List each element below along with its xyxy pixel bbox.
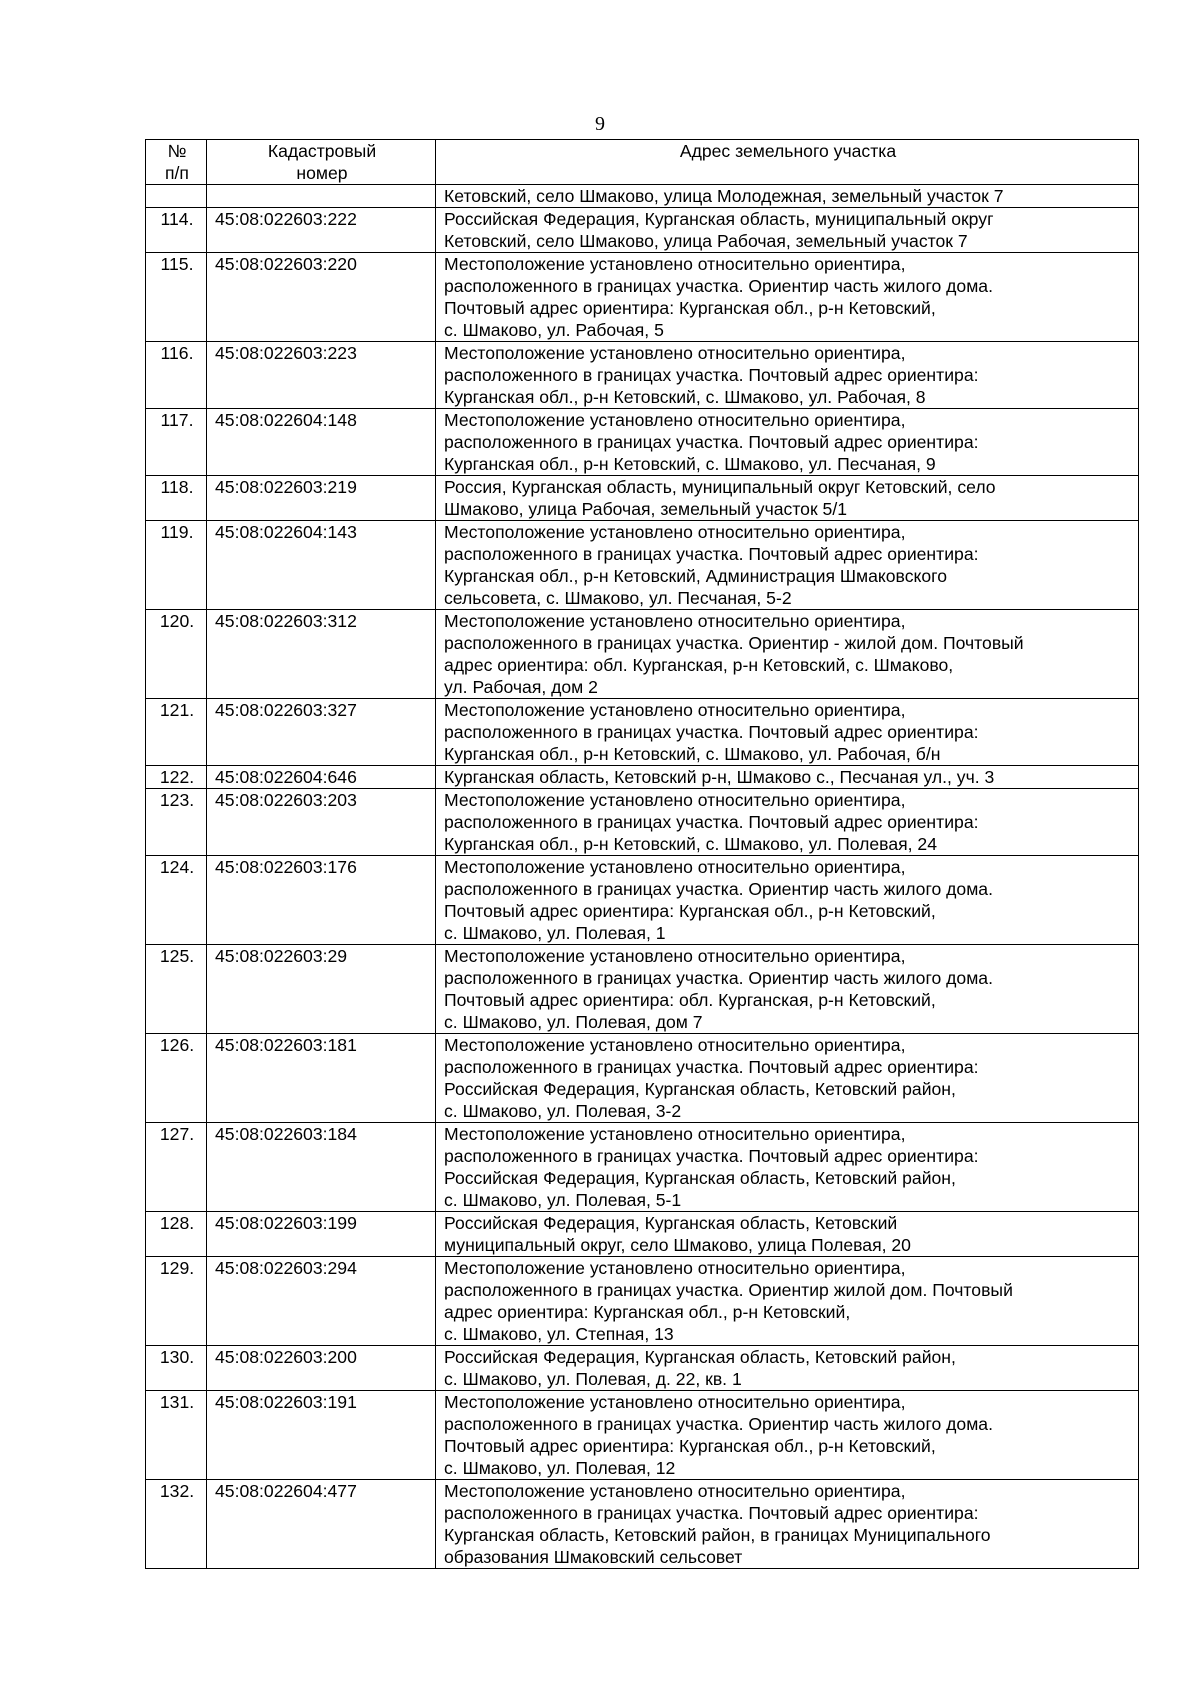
address-line: Российская Федерация, Курганская область, муниципальный округ — [444, 209, 994, 229]
row-number: 120. — [146, 610, 207, 699]
address-line: с. Шмаково, ул. Полевая, д. 22, кв. 1 — [444, 1369, 742, 1389]
address-cell — [436, 342, 1139, 409]
address-line: муниципальный округ, село Шмаково, улица Полевая, 20 — [444, 1235, 911, 1255]
address-line: расположенного в границах участка. Ориентир часть жилого дома. — [444, 276, 993, 296]
cadastral-number: 45:08:022603:327 — [207, 699, 436, 766]
header-cadastral-number: Кадастровый номер — [207, 140, 436, 185]
row-number: 129. — [146, 1257, 207, 1346]
address-line: Местоположение установлено относительно ориентира, — [444, 1035, 906, 1055]
row-number: 124. — [146, 856, 207, 945]
address-cell — [436, 789, 1139, 856]
address-cell — [436, 610, 1139, 699]
address-line: Местоположение установлено относительно ориентира, — [444, 790, 906, 810]
address-line: расположенного в границах участка. Почтовый адрес ориентира: — [444, 432, 979, 452]
address-line: с. Шмаково, ул. Полевая, дом 7 — [444, 1012, 703, 1032]
address-line: Местоположение установлено относительно ориентира, — [444, 522, 906, 542]
address-cell — [436, 476, 1139, 521]
address-cell — [436, 1346, 1139, 1391]
address-line: образования Шмаковский сельсовет — [444, 1547, 743, 1567]
address-line: Почтовый адрес ориентира: Курганская обл., р-н Кетовский, — [444, 901, 936, 921]
address-line: Почтовый адрес ориентира: Курганская обл., р-н Кетовский, — [444, 298, 936, 318]
header-address: Адрес земельного участка — [436, 140, 1139, 185]
cadastral-number: 45:08:022603:176 — [207, 856, 436, 945]
cadastral-number: 45:08:022603:191 — [207, 1391, 436, 1480]
cadastral-number: 45:08:022603:29 — [207, 945, 436, 1034]
table-row — [146, 1034, 1139, 1123]
address-line: Курганская обл., р-н Кетовский, с. Шмаково, ул. Рабочая, 8 — [444, 387, 926, 407]
address-line: Курганская обл., р-н Кетовский, с. Шмаково, ул. Песчаная, 9 — [444, 454, 936, 474]
address-line: Местоположение установлено относительно ориентира, — [444, 410, 906, 430]
address-cell — [436, 208, 1139, 253]
address-line: Российская Федерация, Курганская область, Кетовский район, — [444, 1079, 956, 1099]
header-number: № п/п — [146, 140, 207, 185]
table-row — [146, 789, 1139, 856]
address-cell — [436, 1257, 1139, 1346]
table-row — [146, 1212, 1139, 1257]
address-line: Местоположение установлено относительно ориентира, — [444, 343, 906, 363]
address-line: Курганская обл., р-н Кетовский, Администрация Шмаковского — [444, 566, 948, 586]
address-line: расположенного в границах участка. Ориентир часть жилого дома. — [444, 1414, 993, 1434]
table-row — [146, 342, 1139, 409]
cadastral-number: 45:08:022603:184 — [207, 1123, 436, 1212]
address-line: Местоположение установлено относительно ориентира, — [444, 1124, 906, 1144]
table-row — [146, 610, 1139, 699]
row-number: 122. — [146, 766, 207, 789]
address-line: Российская Федерация, Курганская область, Кетовский — [444, 1213, 898, 1233]
address-line: с. Шмаково, ул. Рабочая, 5 — [444, 320, 664, 340]
cadastral-number: 45:08:022603:222 — [207, 208, 436, 253]
row-number — [146, 185, 207, 208]
table-row — [146, 1257, 1139, 1346]
row-number: 115. — [146, 253, 207, 342]
address-cell — [436, 856, 1139, 945]
cadastral-number: 45:08:022603:203 — [207, 789, 436, 856]
land-plots-table — [145, 139, 1139, 1569]
cadastral-number: 45:08:022603:312 — [207, 610, 436, 699]
address-cell — [436, 253, 1139, 342]
address-line: с. Шмаково, ул. Степная, 13 — [444, 1324, 674, 1344]
address-line: Кетовский, село Шмаково, улица Рабочая, земельный участок 7 — [444, 231, 968, 251]
address-cell — [436, 945, 1139, 1034]
table-row — [146, 409, 1139, 476]
cadastral-number: 45:08:022603:181 — [207, 1034, 436, 1123]
address-line: Шмаково, улица Рабочая, земельный участок 5/1 — [444, 499, 848, 519]
address-cell — [436, 185, 1139, 208]
address-line: Почтовый адрес ориентира: Курганская обл., р-н Кетовский, — [444, 1436, 936, 1456]
cadastral-number: 45:08:022603:294 — [207, 1257, 436, 1346]
row-number: 123. — [146, 789, 207, 856]
address-line: расположенного в границах участка. Ориентир - жилой дом. Почтовый — [444, 633, 1024, 653]
row-number: 119. — [146, 521, 207, 610]
address-line: Россия, Курганская область, муниципальный округ Кетовский, село — [444, 477, 996, 497]
address-line: Местоположение установлено относительно ориентира, — [444, 1258, 906, 1278]
address-line: расположенного в границах участка. Ориентир часть жилого дома. — [444, 879, 993, 899]
table-row — [146, 945, 1139, 1034]
address-line: сельсовета, с. Шмаково, ул. Песчаная, 5-2 — [444, 588, 792, 608]
row-number: 131. — [146, 1391, 207, 1480]
address-line: Курганская обл., р-н Кетовский, с. Шмаково, ул. Рабочая, б/н — [444, 744, 941, 764]
table-row — [146, 856, 1139, 945]
address-cell — [436, 1034, 1139, 1123]
row-number: 116. — [146, 342, 207, 409]
row-number: 117. — [146, 409, 207, 476]
address-line: Курганская обл., р-н Кетовский, с. Шмаково, ул. Полевая, 24 — [444, 834, 937, 854]
address-cell — [436, 1480, 1139, 1569]
address-line: расположенного в границах участка. Ориентир часть жилого дома. — [444, 968, 993, 988]
address-line: Российская Федерация, Курганская область, Кетовский район, — [444, 1347, 956, 1367]
address-line: ул. Рабочая, дом 2 — [444, 677, 598, 697]
table-row — [146, 1480, 1139, 1569]
address-line: расположенного в границах участка. Почтовый адрес ориентира: — [444, 812, 979, 832]
cadastral-number: 45:08:022604:477 — [207, 1480, 436, 1569]
address-line: Почтовый адрес ориентира: обл. Курганская, р-н Кетовский, — [444, 990, 936, 1010]
address-line: расположенного в границах участка. Ориентир жилой дом. Почтовый — [444, 1280, 1013, 1300]
table-row — [146, 185, 1139, 208]
address-line: Местоположение установлено относительно ориентира, — [444, 1481, 906, 1501]
address-line: Курганская область, Кетовский район, в границах Муниципального — [444, 1525, 991, 1545]
address-line: Местоположение установлено относительно ориентира, — [444, 254, 906, 274]
address-cell — [436, 766, 1139, 789]
row-number: 132. — [146, 1480, 207, 1569]
address-line: Местоположение установлено относительно ориентира, — [444, 700, 906, 720]
address-line: расположенного в границах участка. Почтовый адрес ориентира: — [444, 1146, 979, 1166]
address-line: Местоположение установлено относительно ориентира, — [444, 1392, 906, 1412]
address-line: Местоположение установлено относительно ориентира, — [444, 946, 906, 966]
address-cell — [436, 1212, 1139, 1257]
table-row — [146, 253, 1139, 342]
table-row — [146, 1346, 1139, 1391]
address-line: с. Шмаково, ул. Полевая, 12 — [444, 1458, 676, 1478]
cadastral-number — [207, 185, 436, 208]
cadastral-number: 45:08:022603:223 — [207, 342, 436, 409]
cadastral-number: 45:08:022604:148 — [207, 409, 436, 476]
table-row — [146, 521, 1139, 610]
address-line: с. Шмаково, ул. Полевая, 3-2 — [444, 1101, 682, 1121]
address-line: Российская Федерация, Курганская область, Кетовский район, — [444, 1168, 956, 1188]
address-line: с. Шмаково, ул. Полевая, 5-1 — [444, 1190, 682, 1210]
address-line: расположенного в границах участка. Почтовый адрес ориентира: — [444, 1057, 979, 1077]
cadastral-number: 45:08:022603:219 — [207, 476, 436, 521]
table-row — [146, 699, 1139, 766]
page-number: 9 — [595, 113, 605, 135]
address-line: с. Шмаково, ул. Полевая, 1 — [444, 923, 666, 943]
table-row — [146, 1123, 1139, 1212]
address-line: адрес ориентира: обл. Курганская, р-н Кетовский, с. Шмаково, — [444, 655, 954, 675]
row-number: 125. — [146, 945, 207, 1034]
address-line: расположенного в границах участка. Почтовый адрес ориентира: — [444, 1503, 979, 1523]
cadastral-number: 45:08:022604:646 — [207, 766, 436, 789]
table-body — [146, 185, 1139, 1569]
table-row — [146, 1391, 1139, 1480]
address-cell — [436, 521, 1139, 610]
cadastral-number: 45:08:022604:143 — [207, 521, 436, 610]
address-line: Кетовский, село Шмаково, улица Молодежная, земельный участок 7 — [444, 186, 1004, 206]
address-cell — [436, 699, 1139, 766]
cadastral-number: 45:08:022603:200 — [207, 1346, 436, 1391]
address-line: Курганская область, Кетовский р-н, Шмаково с., Песчаная ул., уч. 3 — [444, 767, 995, 787]
address-line: Местоположение установлено относительно ориентира, — [444, 611, 906, 631]
row-number: 128. — [146, 1212, 207, 1257]
address-cell — [436, 1123, 1139, 1212]
address-line: расположенного в границах участка. Почтовый адрес ориентира: — [444, 365, 979, 385]
row-number: 126. — [146, 1034, 207, 1123]
address-line: Местоположение установлено относительно ориентира, — [444, 857, 906, 877]
row-number: 118. — [146, 476, 207, 521]
row-number: 127. — [146, 1123, 207, 1212]
address-cell — [436, 1391, 1139, 1480]
row-number: 114. — [146, 208, 207, 253]
address-line: расположенного в границах участка. Почтовый адрес ориентира: — [444, 544, 979, 564]
row-number: 121. — [146, 699, 207, 766]
table-row — [146, 476, 1139, 521]
address-line: адрес ориентира: Курганская обл., р-н Кетовский, — [444, 1302, 851, 1322]
row-number: 130. — [146, 1346, 207, 1391]
table-row — [146, 766, 1139, 789]
cadastral-number: 45:08:022603:199 — [207, 1212, 436, 1257]
cadastral-number: 45:08:022603:220 — [207, 253, 436, 342]
address-line: расположенного в границах участка. Почтовый адрес ориентира: — [444, 722, 979, 742]
table-header-row — [146, 140, 1139, 185]
table-row — [146, 208, 1139, 253]
address-cell — [436, 409, 1139, 476]
